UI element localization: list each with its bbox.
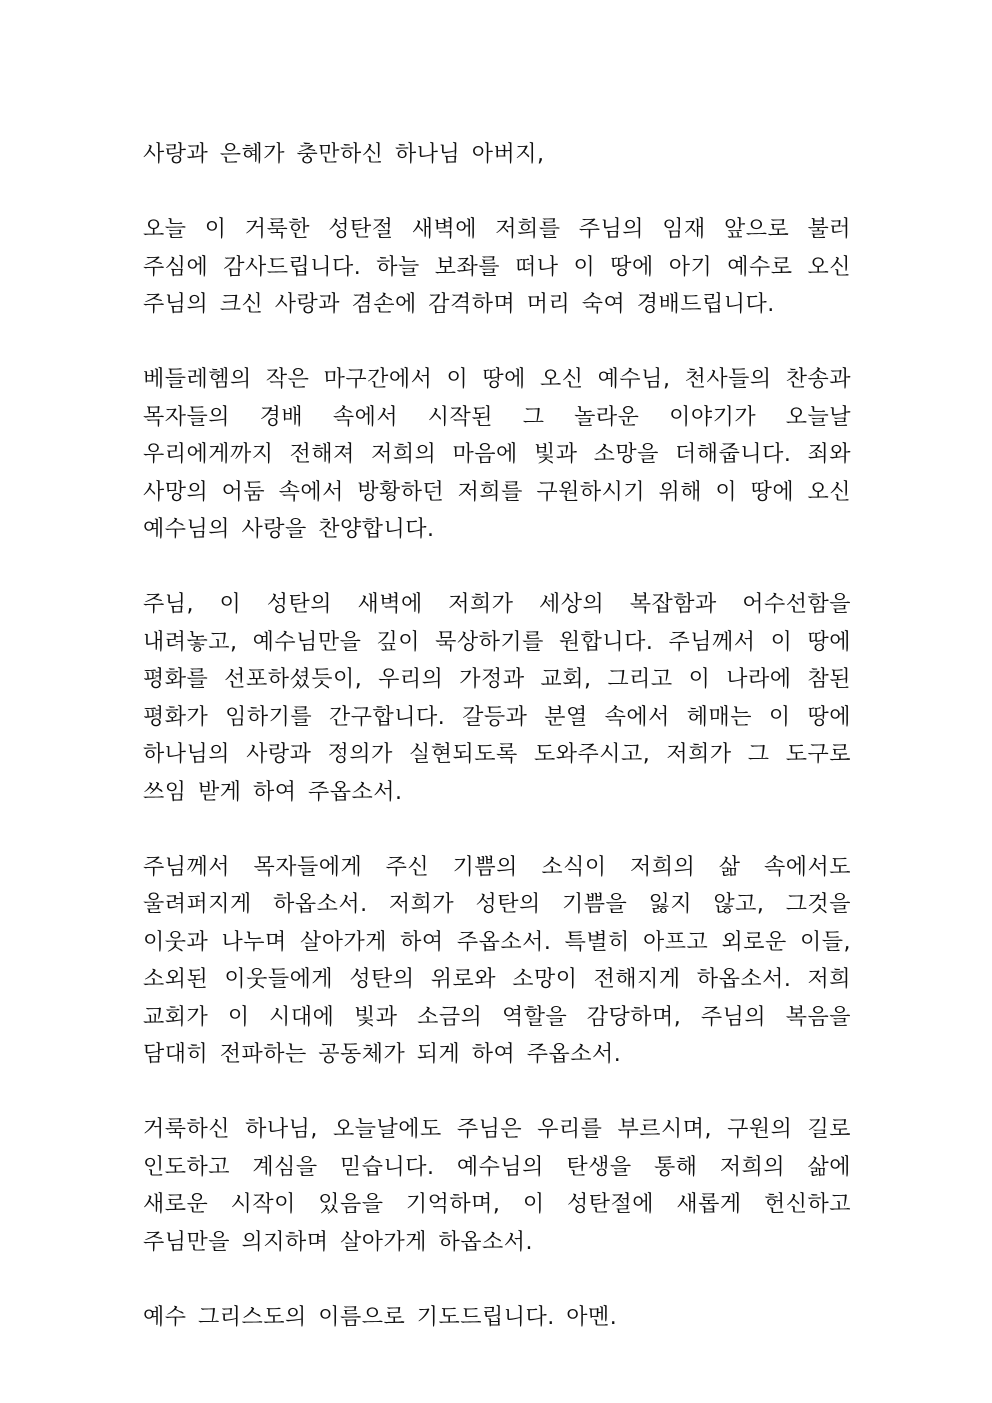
closing-paragraph: 예수 그리스도의 이름으로 기도드립니다. 아멘. (143, 1304, 618, 1330)
greeting-paragraph: 사랑과 은혜가 충만하신 하나님 아버지, (143, 142, 545, 167)
bethlehem-paragraph: 베들레헴의 작은 마구간에서 이 땅에 오신 예수님, 천사들의 찬송과 목자들의 경배 속에서 시작된 그 놀라운 이야기가 오늘날 우리에게까지 전해져 저희의 마음에 빛과 소망을 더해줍니다. 죄와 사망의 어둠 속에서 방황하던 저희를 구원하시기 위해 이 땅에 오신 예수님의 사랑을 찬양합니다. (143, 367, 851, 542)
thanksgiving-paragraph: 오늘 이 거룩한 성탄절 새벽에 저희를 주님의 임재 앞으로 불러 주심에 감사드립니다. 하늘 보좌를 떠나 이 땅에 아기 예수로 오신 주님의 크신 사랑과 겸손에 감격하며 머리 숙여 경배드립니다. (143, 217, 851, 317)
peace-paragraph: 주님, 이 성탄의 새벽에 저희가 세상의 복잡함과 어수선함을 내려놓고, 예수님만을 깊이 묵상하기를 원합니다. 주님께서 이 땅에 평화를 선포하셨듯이, 우리의 가정과 교회, 그리고 이 나라에 참된 평화가 임하기를 간구합니다. 갈등과 분열 속에서 헤매는 이 땅에 하나님의 사랑과 정의가 실현되도록 도와주시고, 저희가 그 도구로 쓰임 받게 하여 주옵소서. (143, 592, 851, 805)
dedication-paragraph: 거룩하신 하나님, 오늘날에도 주님은 우리를 부르시며, 구원의 길로 인도하고 계심을 믿습니다. 예수님의 탄생을 통해 저희의 삶에 새로운 시작이 있음을 기억하며, 이 성탄절에 새롭게 헌신하고 주님만을 의지하며 살아가게 하옵소서. (143, 1117, 851, 1255)
prayer-text-body (143, 136, 851, 1374)
joy-paragraph: 주님께서 목자들에게 주신 기쁨의 소식이 저희의 삶 속에서도 울려퍼지게 하옵소서. 저희가 성탄의 기쁨을 잃지 않고, 그것을 이웃과 나누며 살아가게 하여 주옵소서. 특별히 아프고 외로운 이들, 소외된 이웃들에게 성탄의 위로와 소망이 전해지게 하옵소서. 저희 교회가 이 시대에 빛과 소금의 역할을 감당하며, 주님의 복음을 담대히 전파하는 공동체가 되게 하여 주옵소서. (143, 854, 851, 1067)
